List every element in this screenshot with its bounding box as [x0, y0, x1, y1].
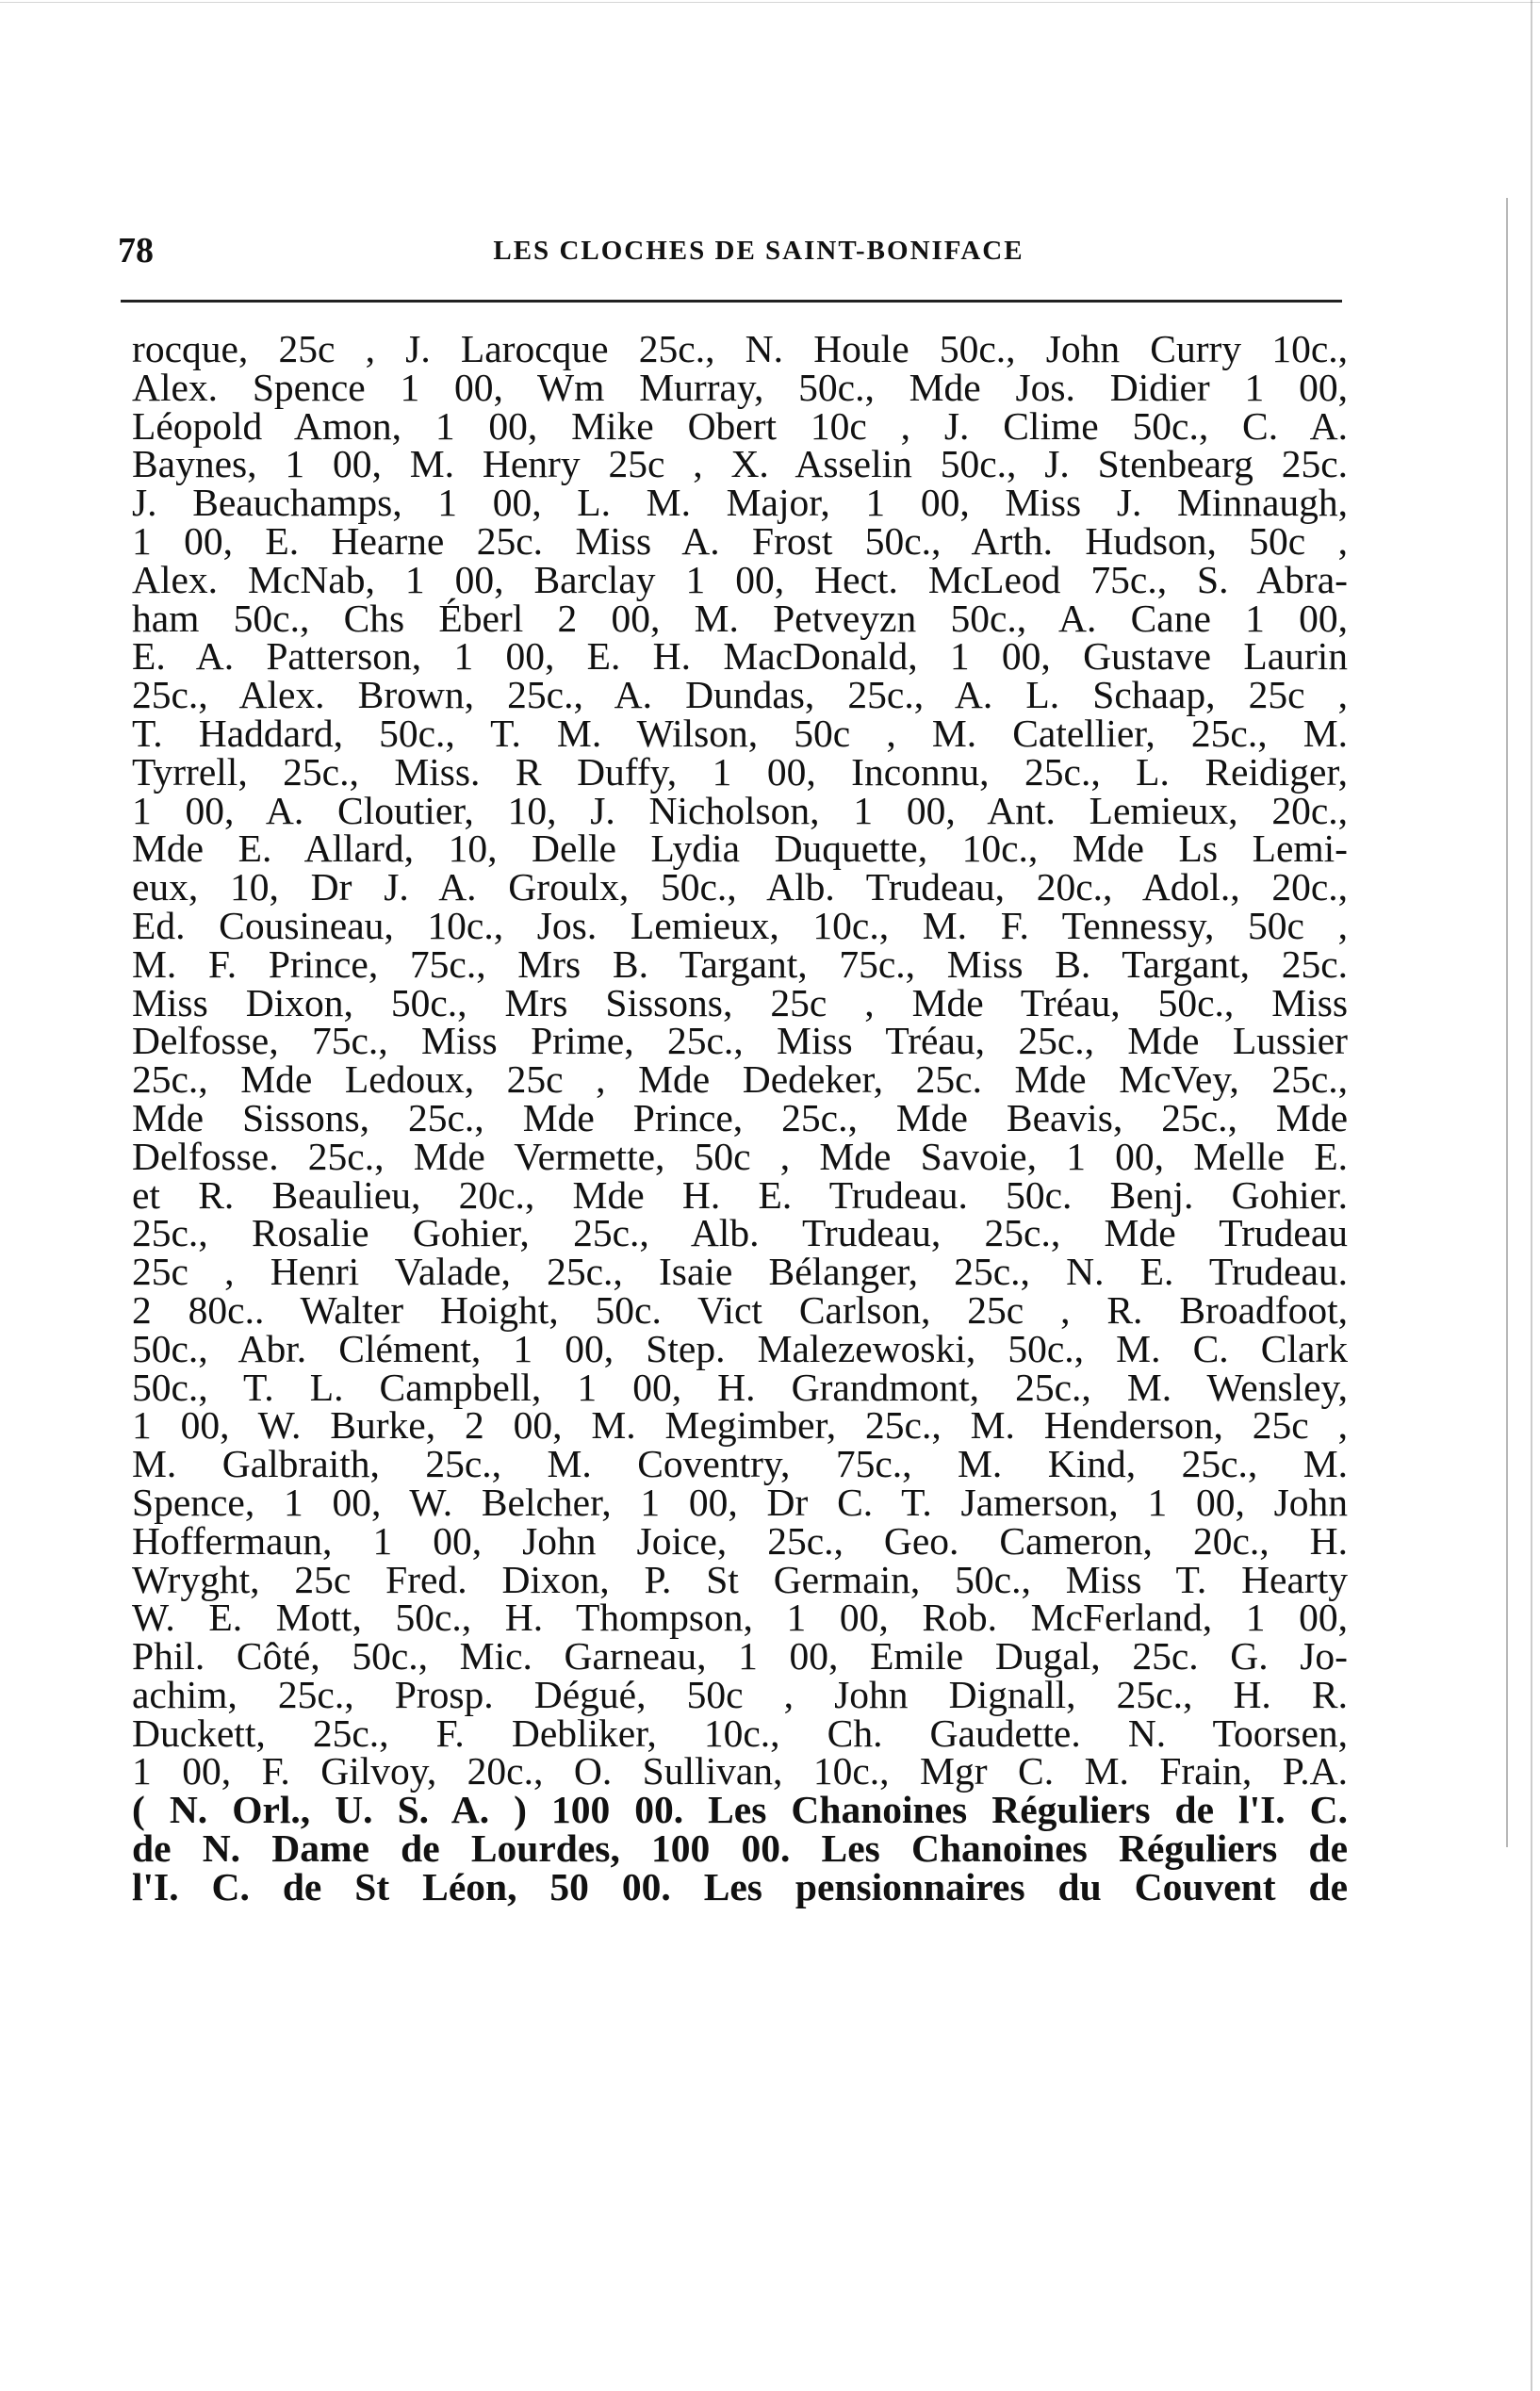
text-line: l'I. C. de St Léon, 50 00. Les pensionnaires du Couvent de: [132, 1864, 1348, 1908]
scan-edge-line: [1506, 198, 1508, 1847]
page-number: 78: [118, 231, 154, 270]
text-line: rocque, 25c , J. Larocque 25c., N. Houle 50c., John Curry 10c.,: [132, 327, 1348, 370]
running-title: LES CLOCHES DE SAINT-BONIFACE: [493, 236, 1024, 266]
scan-top-line: [0, 2, 1540, 3]
text-line: Delfosse. 25c., Mde Vermette, 50c , Mde Savoie, 1 00, Melle E.: [132, 1134, 1348, 1178]
text-line: 50c., T. L. Campbell, 1 00, H. Grandmont, 25c., M. Wensley,: [132, 1365, 1348, 1409]
text-line: Delfosse, 75c., Miss Prime, 25c., Miss Tréau, 25c., Mde Lussier: [132, 1019, 1348, 1063]
page-header: [118, 224, 1343, 277]
text-line: ham 50c., Chs Éberl 2 00, M. Petveyzn 50c., A. Cane 1 00,: [132, 596, 1348, 640]
text-line: Phil. Côté, 50c., Mic. Garneau, 1 00, Emile Dugal, 25c. G. Jo-: [132, 1634, 1348, 1679]
text-line: Mde Sissons, 25c., Mde Prince, 25c., Mde Beavis, 25c., Mde: [132, 1095, 1348, 1139]
body-text: [132, 327, 1348, 1908]
header-rule: [121, 300, 1342, 303]
text-line: Wryght, 25c Fred. Dixon, P. St Germain, 50c., Miss T. Hearty: [132, 1557, 1348, 1601]
scan-edge-line: [1531, 0, 1532, 2391]
text-line: eux, 10, Dr J. A. Groulx, 50c., Alb. Trudeau, 20c., Adol., 20c.,: [132, 865, 1348, 909]
text-line: Duckett, 25c., F. Debliker, 10c., Ch. Gaudette. N. Toorsen,: [132, 1711, 1348, 1755]
text-line: T. Haddard, 50c., T. M. Wilson, 50c , M. Catellier, 25c., M.: [132, 711, 1348, 755]
text-line: Alex. McNab, 1 00, Barclay 1 00, Hect. McLeod 75c., S. Abra-: [132, 557, 1348, 601]
text-line: Baynes, 1 00, M. Henry 25c , X. Asselin 50c., J. Stenbearg 25c.: [132, 442, 1348, 486]
text-line: 1 00, E. Hearne 25c. Miss A. Frost 50c., Arth. Hudson, 50c ,: [132, 518, 1348, 563]
text-line: 25c., Mde Ledoux, 25c , Mde Dedeker, 25c. Mde McVey, 25c.,: [132, 1057, 1348, 1102]
text-line: 1 00, W. Burke, 2 00, M. Megimber, 25c., M. Henderson, 25c ,: [132, 1403, 1348, 1448]
text-line: 1 00, A. Cloutier, 10, J. Nicholson, 1 00, Ant. Lemieux, 20c.,: [132, 788, 1348, 832]
text-line: de N. Dame de Lourdes, 100 00. Les Chanoines Réguliers de: [132, 1826, 1348, 1871]
text-line: 1 00, F. Gilvoy, 20c., O. Sullivan, 10c., Mgr C. M. Frain, P.A.: [132, 1749, 1348, 1793]
text-line: 25c., Rosalie Gohier, 25c., Alb. Trudeau, 25c., Mde Trudeau: [132, 1211, 1348, 1255]
text-line: Hoffermaun, 1 00, John Joice, 25c., Geo. Cameron, 20c., H.: [132, 1518, 1348, 1563]
text-line: Alex. Spence 1 00, Wm Murray, 50c., Mde Jos. Didier 1 00,: [132, 365, 1348, 409]
text-line: E. A. Patterson, 1 00, E. H. MacDonald, 1 00, Gustave Laurin: [132, 634, 1348, 679]
text-line: M. F. Prince, 75c., Mrs B. Targant, 75c., Miss B. Targant, 25c.: [132, 942, 1348, 986]
text-line: ( N. Orl., U. S. A. ) 100 00. Les Chanoines Réguliers de l'I. C.: [132, 1788, 1348, 1832]
text-line: Miss Dixon, 50c., Mrs Sissons, 25c , Mde Tréau, 50c., Miss: [132, 980, 1348, 1024]
text-line: Ed. Cousineau, 10c., Jos. Lemieux, 10c., M. F. Tennessy, 50c ,: [132, 903, 1348, 947]
text-line: M. Galbraith, 25c., M. Coventry, 75c., M. Kind, 25c., M.: [132, 1442, 1348, 1486]
text-line: J. Beauchamps, 1 00, L. M. Major, 1 00, Miss J. Minnaugh,: [132, 481, 1348, 525]
text-line: et R. Beaulieu, 20c., Mde H. E. Trudeau. 50c. Benj. Gohier.: [132, 1172, 1348, 1217]
text-line: 25c , Henri Valade, 25c., Isaie Bélanger, 25c., N. E. Trudeau.: [132, 1250, 1348, 1294]
text-line: Mde E. Allard, 10, Delle Lydia Duquette, 10c., Mde Ls Lemi-: [132, 827, 1348, 871]
text-line: 50c., Abr. Clément, 1 00, Step. Malezewoski, 50c., M. C. Clark: [132, 1326, 1348, 1370]
text-line: achim, 25c., Prosp. Dégué, 50c , John Dignall, 25c., H. R.: [132, 1672, 1348, 1716]
text-line: 2 80c.. Walter Hoight, 50c. Vict Carlson, 25c , R. Broadfoot,: [132, 1287, 1348, 1332]
text-line: 25c., Alex. Brown, 25c., A. Dundas, 25c., A. L. Schaap, 25c ,: [132, 673, 1348, 717]
text-line: Spence, 1 00, W. Belcher, 1 00, Dr C. T. Jamerson, 1 00, John: [132, 1480, 1348, 1524]
text-line: Tyrrell, 25c., Miss. R Duffy, 1 00, Inconnu, 25c., L. Reidiger,: [132, 749, 1348, 794]
text-line: W. E. Mott, 50c., H. Thompson, 1 00, Rob. McFerland, 1 00,: [132, 1596, 1348, 1640]
text-line: Léopold Amon, 1 00, Mike Obert 10c , J. Clime 50c., C. A.: [132, 403, 1348, 448]
